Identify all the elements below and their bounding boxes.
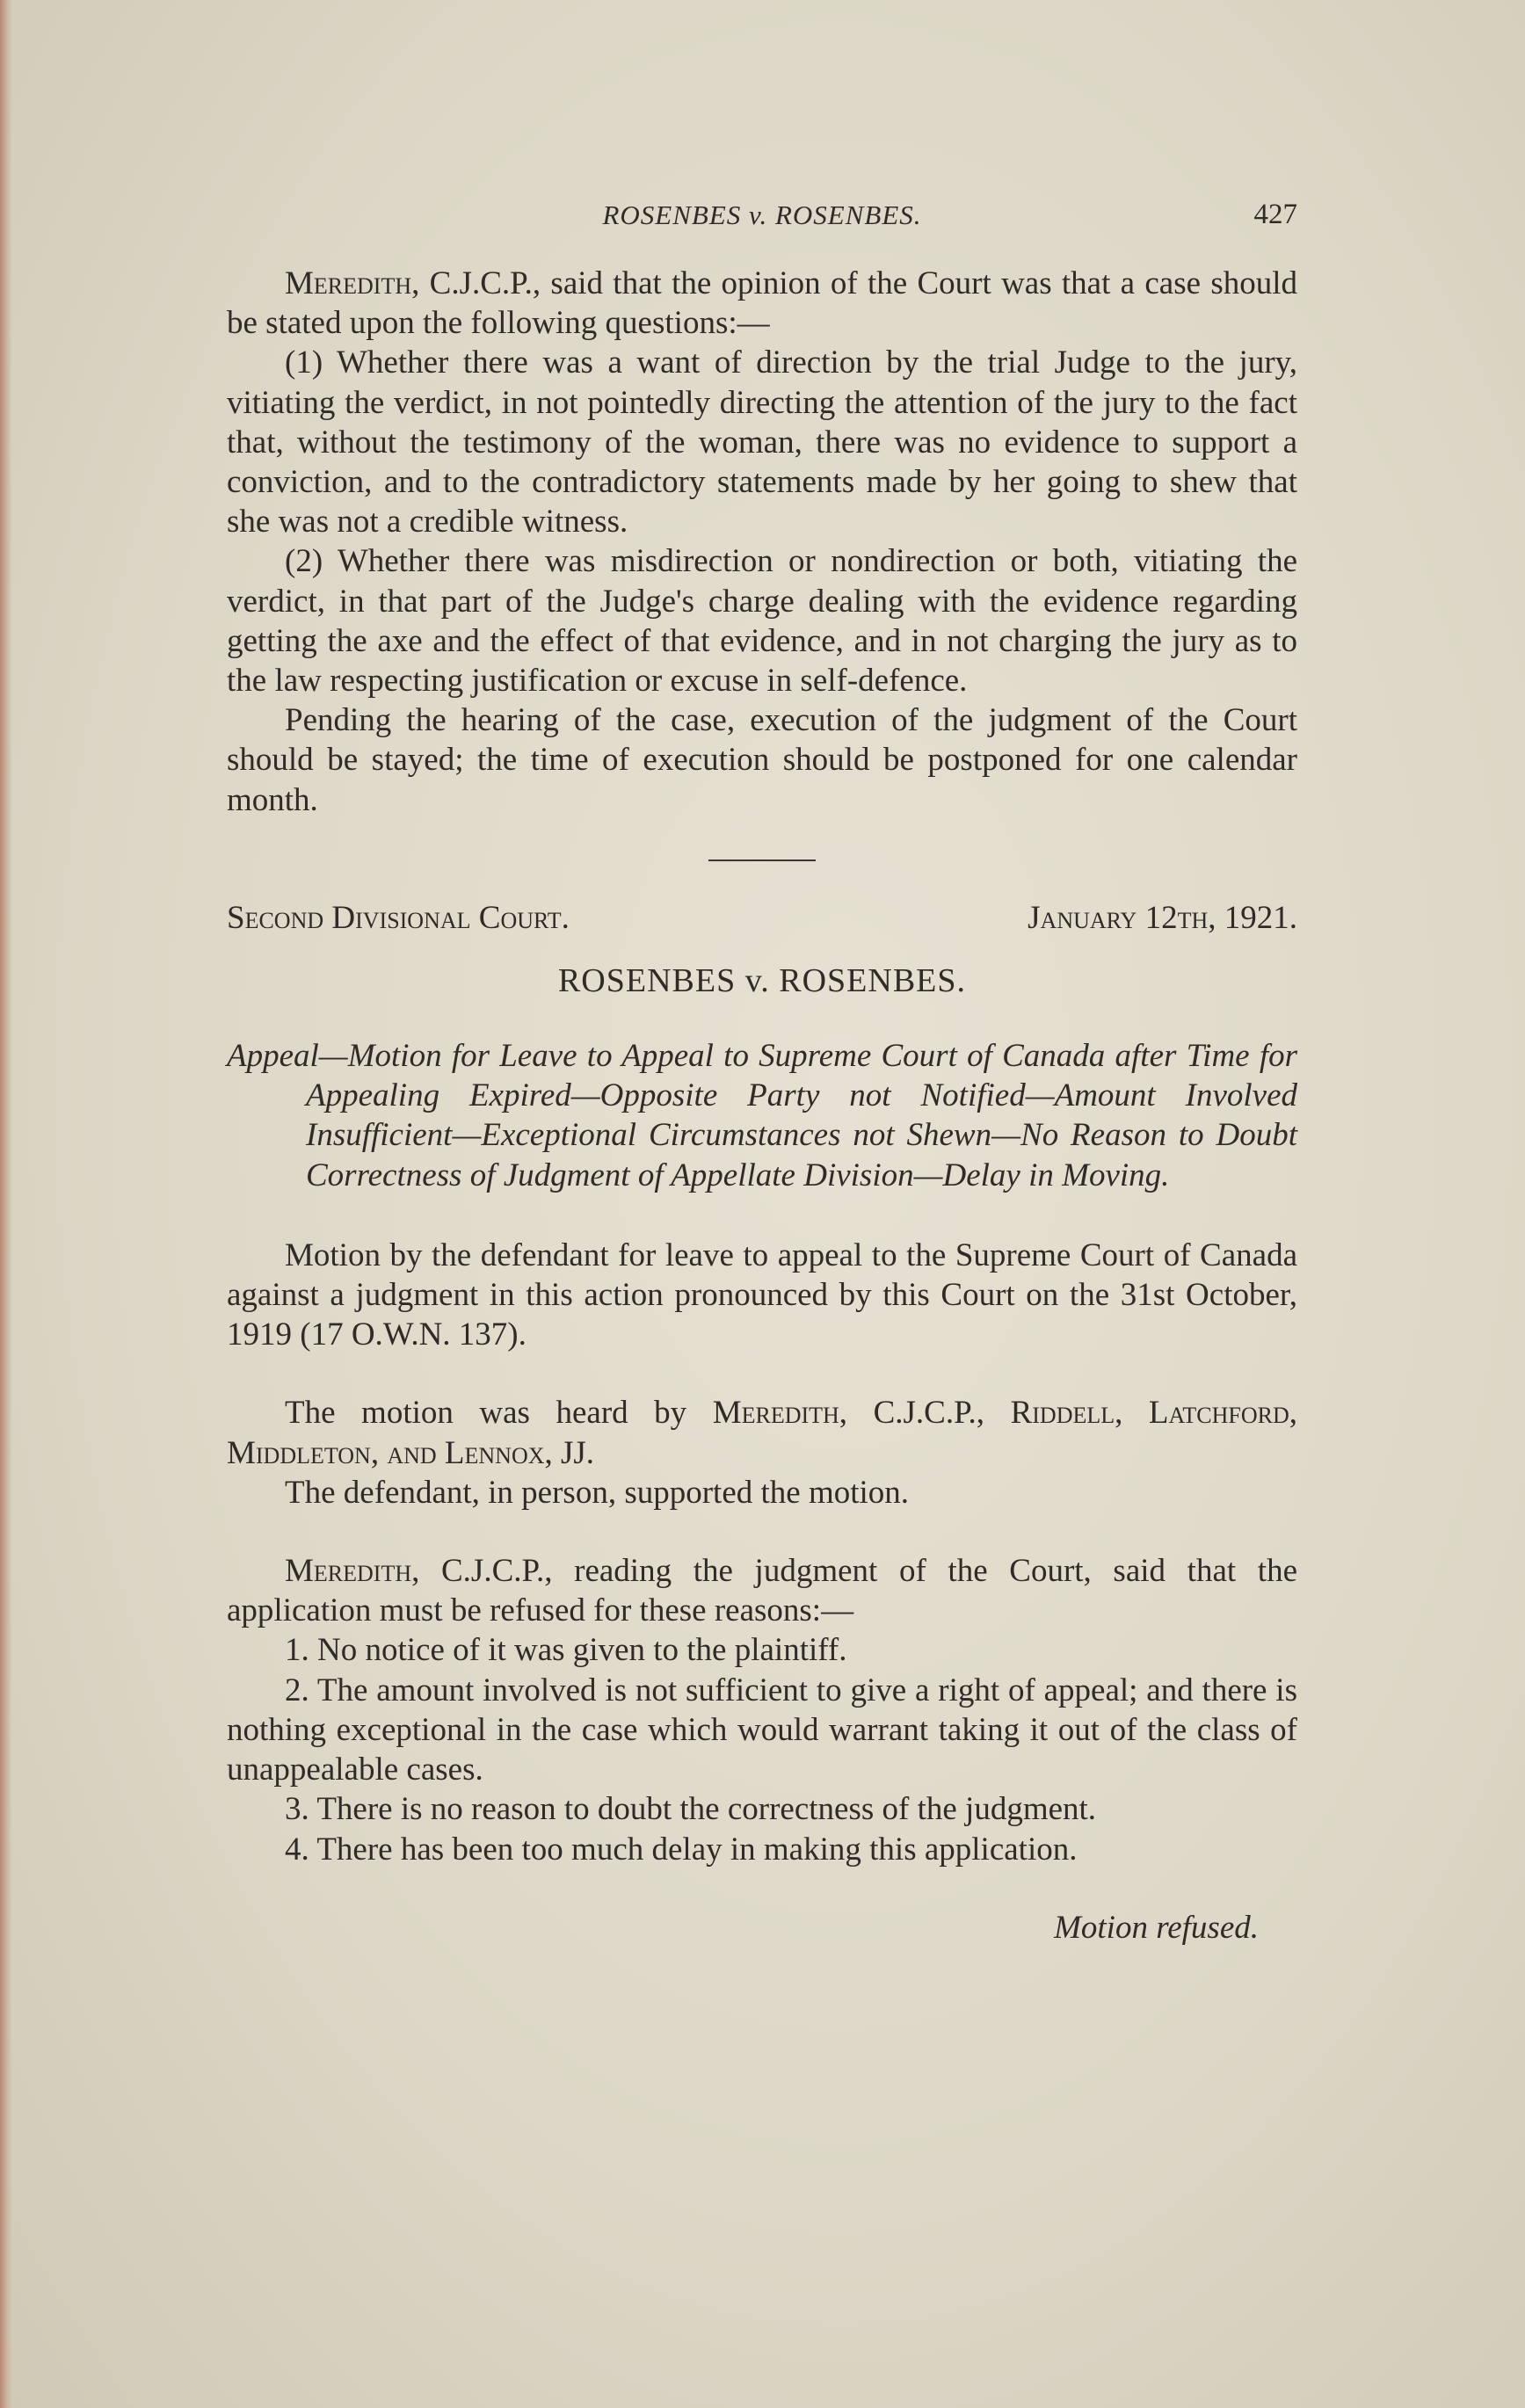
- reason-item: 4. There has been too much delay in making this application.: [285, 1831, 1078, 1868]
- section-divider: [708, 859, 816, 861]
- question-1: (1) Whether there was a want of direction by the trial Judge to the jury, vitiating the verdict, in not pointedly directing the attention of the jury to the fact that, without the testimony of the woman, there was no evidence to support a conviction, and to the contradictory statements made by her going to shew that she was not a credible witness.: [227, 345, 1297, 540]
- reason-item: 2. The amount involved is not sufficient to give a right of appeal; and there is nothing exceptional in the case which would warrant taking it out of the class of unappealable cases.: [227, 1672, 1297, 1788]
- prior-judgment-intro-text: , C.J.C.P., said that the opinion of the Court was that a case should be stated upon the following questions:—: [227, 265, 1297, 342]
- court-name: Second Divisional Court.: [227, 899, 570, 936]
- page-content: [227, 195, 1297, 1947]
- case-title: ROSENBES v. ROSENBES.: [557, 961, 967, 999]
- page-number: 427: [1253, 199, 1297, 230]
- reason-item: 3. There is no reason to doubt the correctness of the judgment.: [285, 1791, 1097, 1828]
- running-head: [227, 195, 1297, 239]
- reason-item: 1. No notice of it was given to the plaintiff.: [285, 1632, 847, 1669]
- heard-intro: The motion was heard by: [285, 1395, 713, 1432]
- judgment-date: January 12th, 1921.: [1028, 899, 1297, 936]
- question-2: (2) Whether there was misdirection or nondirection or both, vitiating the verdict, in that part of the Judge's charge dealing with the evidence regarding getting the axe and the effect of that evidence, and in not charging the jury as to the law respecting justification or excuse in self-defence.: [227, 543, 1297, 700]
- heard-paragraph: [227, 1393, 1297, 1472]
- judge-name: Meredith: [285, 265, 412, 301]
- running-title: ROSENBES v. ROSENBES.: [602, 199, 922, 230]
- prior-judgment-intro: [227, 264, 1297, 343]
- heard-judges: Meredith, C.J.C.P., Riddell, Latchford, Middleton, and Lennox, JJ.: [227, 1395, 1297, 1471]
- result: Motion refused.: [1054, 1909, 1259, 1946]
- stay-paragraph: Pending the hearing of the case, execution of the judgment of the Court should be stayed; the time of execution should be postponed for one calendar month.: [227, 702, 1297, 818]
- judgment-judge-name: Meredith: [285, 1553, 412, 1590]
- judgment-intro-text: , C.J.C.P., reading the judgment of the Court, said that the application must be refused for these reasons:—: [227, 1553, 1297, 1629]
- appearance-paragraph: The defendant, in person, supported the motion.: [285, 1474, 910, 1511]
- headnote: Appeal—Motion for Leave to Appeal to Supreme Court of Canada after Time for Appealing Expired—Opposite Party not Notified—Amount Involved Insufficient—Exceptional Circumstances not Shewn—No Reason to Doubt Correctness of Judgment of Appellate Division—Delay in Moving.: [227, 1038, 1297, 1193]
- motion-paragraph: Motion by the defendant for leave to appeal to the Supreme Court of Canada against a judgment in this action pronounced by this Court on the 31st October, 1919 (17 O.W.N. 137).: [227, 1237, 1297, 1353]
- page-spine-edge: [0, 0, 12, 2408]
- judgment-intro: [227, 1551, 1297, 1630]
- court-line: [227, 898, 1297, 944]
